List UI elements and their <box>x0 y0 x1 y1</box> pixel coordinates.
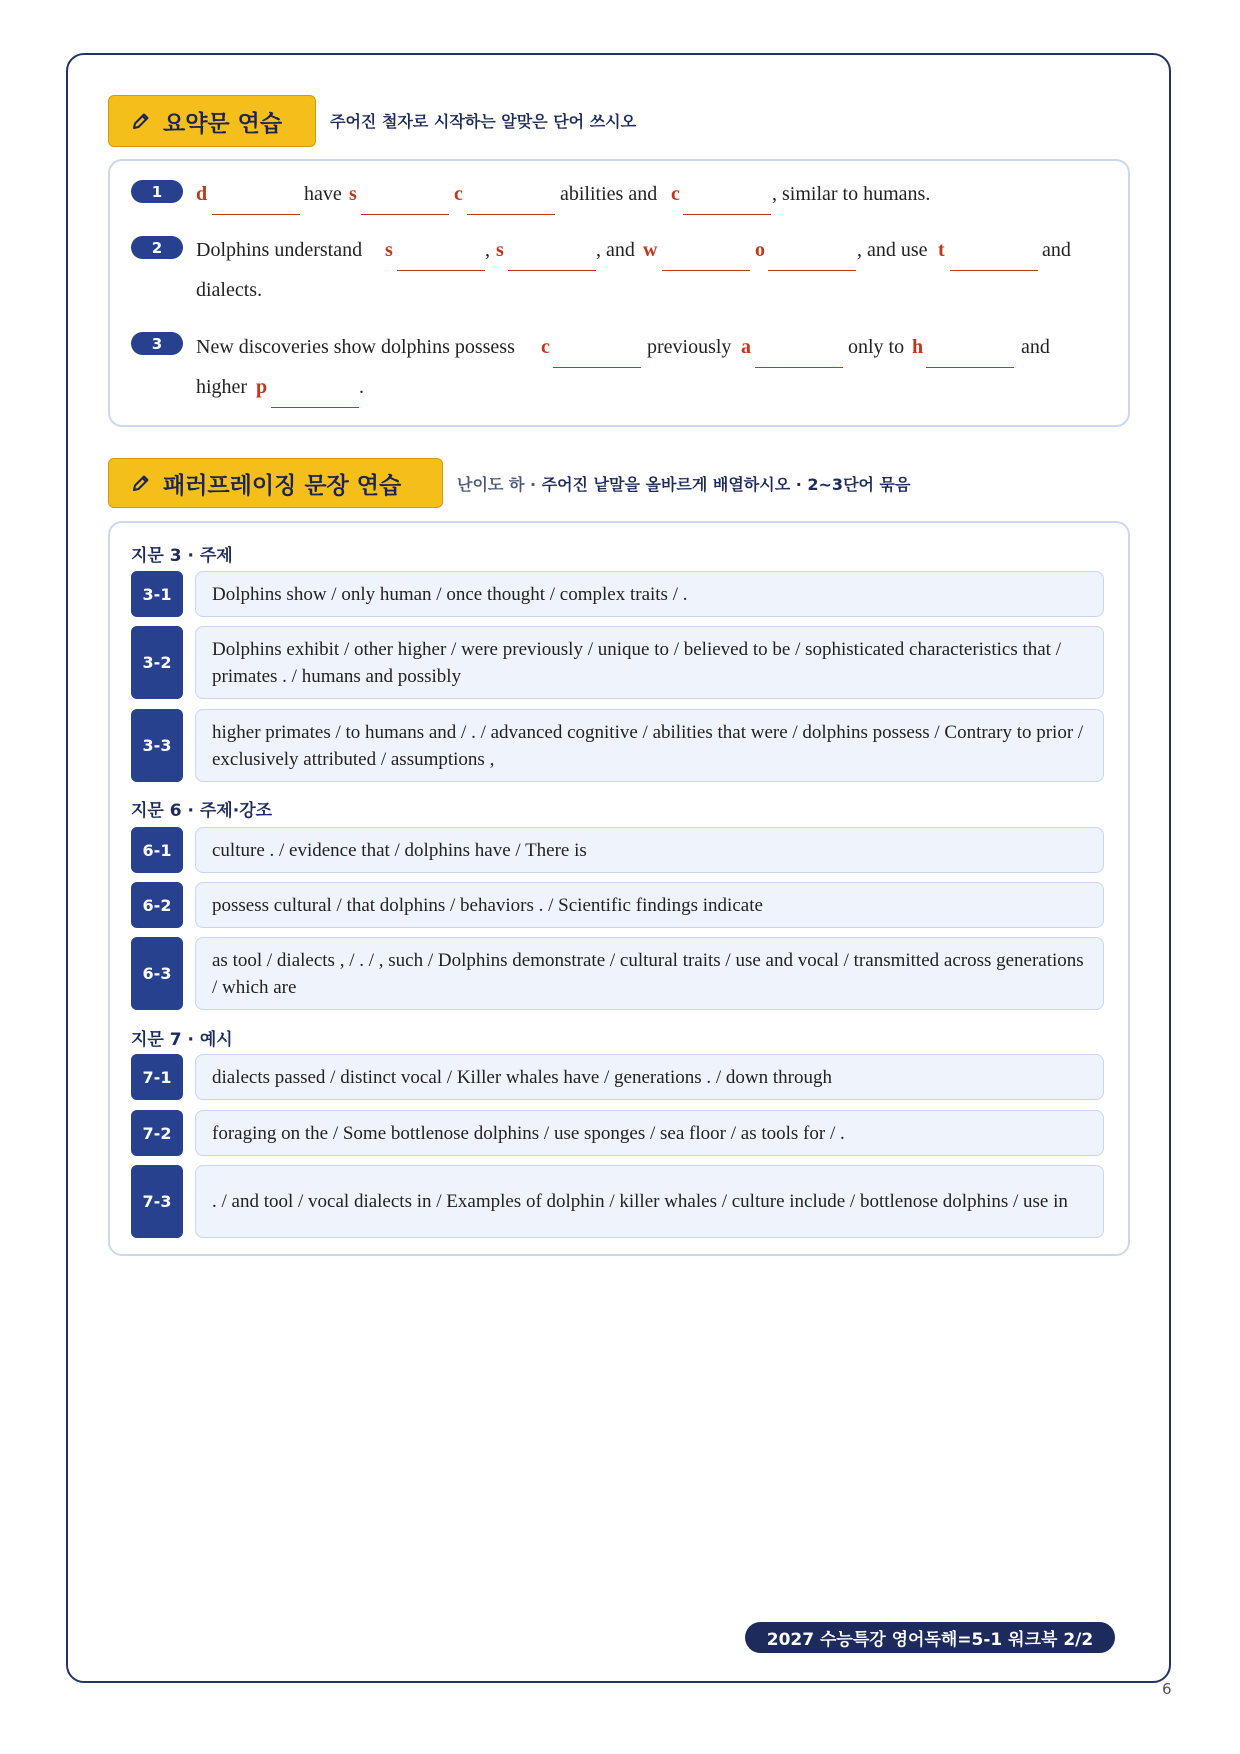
initial-letter: w <box>643 239 658 261</box>
scrambled-sentence-box[interactable]: foraging on the / Some bottlenose dolphins / use sponges / sea floor / as tools for / . <box>195 1110 1104 1156</box>
page-number: 6 <box>1162 1680 1172 1698</box>
initial-letter: s <box>349 183 357 205</box>
sentence-text: , and <box>596 239 635 261</box>
sentence-text: only to <box>848 336 905 358</box>
scrambled-sentence-box[interactable]: possess cultural / that dolphins / behaviors . / Scientific findings indicate <box>195 882 1104 928</box>
workbook-footer: 2027 수능특강 영어독해=5-1 워크북 2/2 <box>745 1622 1115 1653</box>
initial-letter: s <box>385 239 393 261</box>
answer-blank[interactable] <box>271 407 359 408</box>
sentence-text: Dolphins understand <box>196 239 363 261</box>
answer-blank[interactable] <box>212 214 300 215</box>
scrambled-sentence-box[interactable]: Dolphins exhibit / other higher / were previously / unique to / believed to be / sophisticated characteristics that / primates . / humans and possibly <box>195 626 1104 699</box>
item-badge: 6-2 <box>131 882 183 928</box>
passage-group-label: 지문 7 · 예시 <box>131 1030 233 1050</box>
initial-letter: c <box>454 183 463 205</box>
answer-blank[interactable] <box>508 270 596 271</box>
item-badge: 3-2 <box>131 626 183 699</box>
scrambled-sentence-box[interactable]: culture . / evidence that / dolphins have / There is <box>195 827 1104 873</box>
scrambled-sentence-box[interactable]: as tool / dialects , / . / , such / Dolphins demonstrate / cultural traits / use and vocal / transmitted across generations / which are <box>195 937 1104 1010</box>
item-badge: 3-3 <box>131 709 183 782</box>
scrambled-sentence-box[interactable]: . / and tool / vocal dialects in / Examples of dolphin / killer whales / culture include / bottlenose dolphins / use in <box>195 1165 1104 1238</box>
sentence-text: , and use <box>857 239 928 261</box>
sentence-text: , <box>485 239 490 261</box>
scrambled-sentence-box[interactable]: dialects passed / distinct vocal / Killer whales have / generations . / down through <box>195 1054 1104 1100</box>
sentence-text: higher <box>196 376 248 398</box>
answer-blank[interactable] <box>950 270 1038 271</box>
summary-section-tab <box>108 95 316 147</box>
paraphrase-section-title: 패러프레이징 문장 연습 <box>163 472 402 499</box>
paraphrase-section-tab <box>108 458 443 508</box>
initial-letter: t <box>938 239 945 261</box>
answer-blank[interactable] <box>467 214 555 215</box>
item-badge: 6-3 <box>131 937 183 1010</box>
initial-letter: o <box>755 239 765 261</box>
answer-blank[interactable] <box>361 214 449 215</box>
passage-group-label: 지문 3 · 주제 <box>131 546 233 566</box>
sentence-text: and <box>1021 336 1050 358</box>
sentence-text: New discoveries show dolphins possess <box>196 336 515 358</box>
scrambled-sentence-box[interactable]: Dolphins show / only human / once thought / complex traits / . <box>195 571 1104 617</box>
sentence-text: . <box>359 376 364 398</box>
initial-letter: c <box>541 336 550 358</box>
summary-item-number: 1 <box>131 180 183 203</box>
item-badge: 6-1 <box>131 827 183 873</box>
item-badge: 7-1 <box>131 1054 183 1100</box>
sentence-text: have <box>304 183 342 205</box>
answer-blank[interactable] <box>755 367 843 368</box>
initial-letter: p <box>256 376 268 398</box>
sentence-text: and <box>1042 239 1071 261</box>
passage-group-label: 지문 6 · 주제·강조 <box>131 801 273 821</box>
scrambled-sentence-box[interactable]: higher primates / to humans and / . / advanced cognitive / abilities that were / dolphins possess / Contrary to prior / exclusively attributed / assumptions , <box>195 709 1104 782</box>
item-badge: 3-1 <box>131 571 183 617</box>
summary-item-number: 2 <box>131 236 183 259</box>
initial-letter: s <box>496 239 504 261</box>
paraphrase-instruction: 주어진 낱말을 올바르게 배열하시오 · 2~3단어 묶음 <box>541 475 911 494</box>
sentence-text: dialects. <box>196 279 263 301</box>
paraphrase-instruction-line <box>457 472 910 495</box>
answer-blank[interactable] <box>926 367 1014 368</box>
item-badge: 7-3 <box>131 1165 183 1238</box>
answer-blank[interactable] <box>662 270 750 271</box>
initial-letter: a <box>741 336 751 358</box>
answer-blank[interactable] <box>683 214 771 215</box>
summary-instruction: 주어진 철자로 시작하는 알맞은 단어 쓰시오 <box>330 112 637 131</box>
initial-letter: d <box>196 183 208 205</box>
answer-blank[interactable] <box>553 367 641 368</box>
summary-section-title: 요약문 연습 <box>163 110 283 137</box>
sentence-text: previously <box>647 336 732 358</box>
initial-letter: h <box>912 336 924 358</box>
item-badge: 7-2 <box>131 1110 183 1156</box>
sentence-text: abilities and <box>560 183 658 205</box>
answer-blank[interactable] <box>397 270 485 271</box>
initial-letter: c <box>671 183 680 205</box>
answer-blank[interactable] <box>768 270 856 271</box>
sentence-text: , similar to humans. <box>772 183 931 205</box>
difficulty-label: 난이도 하 · <box>457 475 537 494</box>
summary-item-number: 3 <box>131 332 183 355</box>
pencil-icon <box>131 473 151 493</box>
pencil-icon <box>131 111 151 131</box>
